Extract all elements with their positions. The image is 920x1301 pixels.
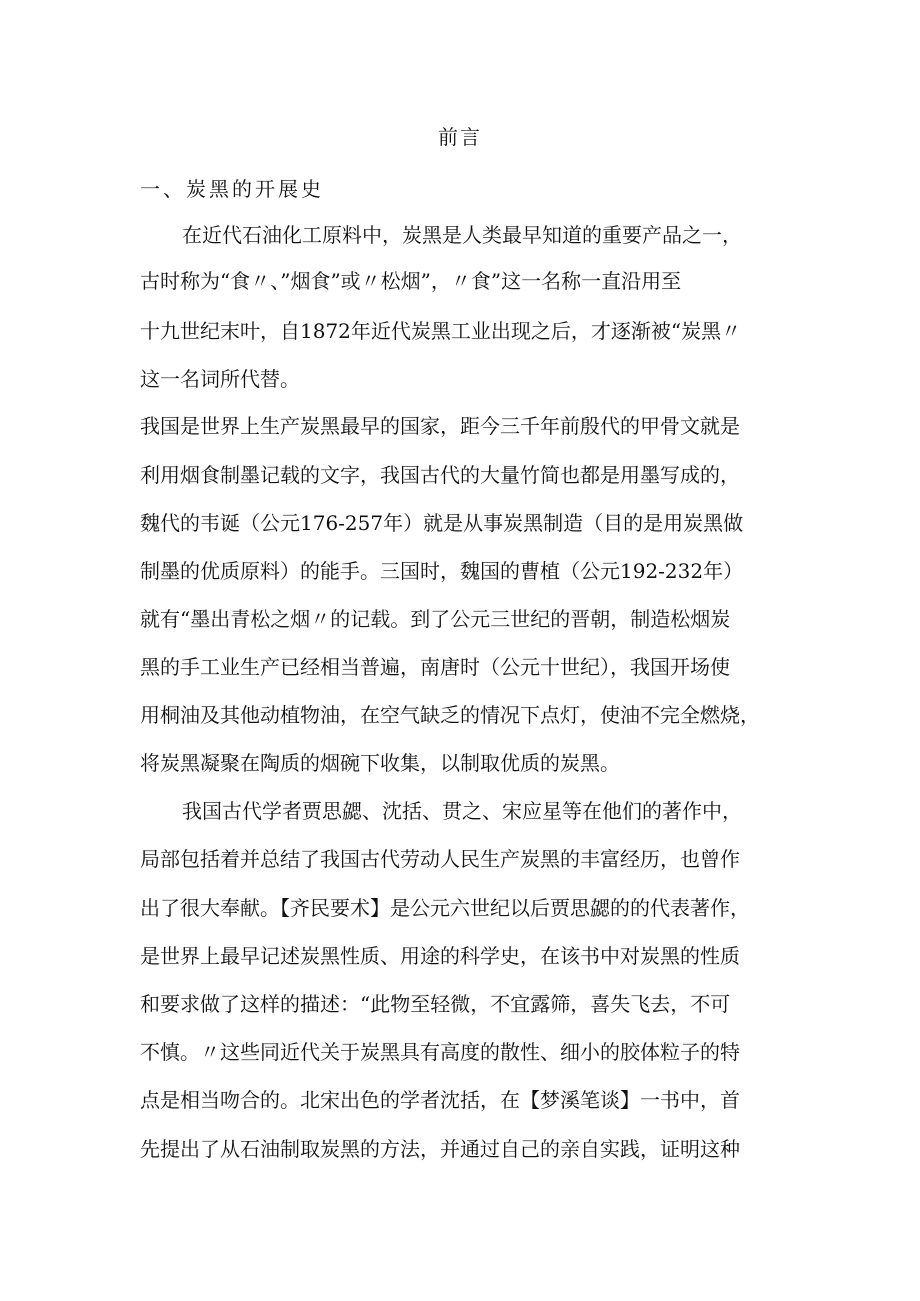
text-line: 制墨的优质原料）的能手。三国时，魏国的曹植（公元192-232年） [140, 559, 744, 583]
text-line: 利用烟食制墨记载的文字，我国古代的大量竹简也都是用墨写成的， [140, 463, 740, 487]
text-line: 黑的手工业生产已经相当普遍，南唐时（公元十世纪），我国开场使 [140, 655, 730, 679]
text-line: 十九世纪末叶，自1872年近代炭黑工业出现之后，才逐渐被“炭黑〃 [140, 319, 742, 343]
text-line: 我国古代学者贾思勰、沈括、贯之、宋应星等在他们的著作中， [182, 799, 742, 823]
text-line: 和要求做了这样的描述：“此物至轻微，不宜露筛，喜失飞去，不可 [140, 992, 731, 1016]
text-line: 这一名词所代替。 [140, 367, 300, 391]
text-line: 不慎。〃这些同近代关于炭黑具有高度的散性、细小的胶体粒子的特 [140, 1040, 740, 1064]
text-line: 在近代石油化工原料中，炭黑是人类最早知道的重要产品之一， [182, 223, 742, 247]
text-line: 点是相当吻合的。北宋出色的学者沈括，在【梦溪笔谈】一书中，首 [140, 1088, 740, 1112]
text-line: 出了很大奉献。【齐民要术】是公元六世纪以后贾思勰的的代表著作， [140, 896, 750, 920]
text-line: 局部包括着并总结了我国古代劳动人民生产炭黑的丰富经历，也曾作 [140, 847, 740, 871]
text-line: 用桐油及其他动植物油，在空气缺乏的情况下点灯，使油不完全燃烧， [140, 703, 760, 727]
text-line: 先提出了从石油制取炭黑的方法，并通过自己的亲自实践，证明这种 [140, 1137, 740, 1161]
page-title: 前言 [438, 125, 482, 149]
text-line: 古时称为“食〃、”烟食”或〃松烟”，〃食”这一名称一直沿用至 [140, 269, 682, 293]
text-line: 就有“墨出青松之烟〃的记载。到了公元三世纪的晋朝，制造松烟炭 [140, 607, 731, 631]
text-line: 魏代的韦诞（公元176-257年）就是从事炭黑制造（目的是用炭黑做 [140, 511, 744, 535]
section-heading: 一、炭黑的开展史 [140, 177, 324, 201]
text-line: 将炭黑凝聚在陶质的烟碗下收集，以制取优质的炭黑。 [140, 751, 620, 775]
text-line: 我国是世界上生产炭黑最早的国家，距今三千年前殷代的甲骨文就是 [140, 414, 740, 438]
text-line: 是世界上最早记述炭黑性质、用途的科学史，在该书中对炭黑的性质 [140, 944, 740, 968]
